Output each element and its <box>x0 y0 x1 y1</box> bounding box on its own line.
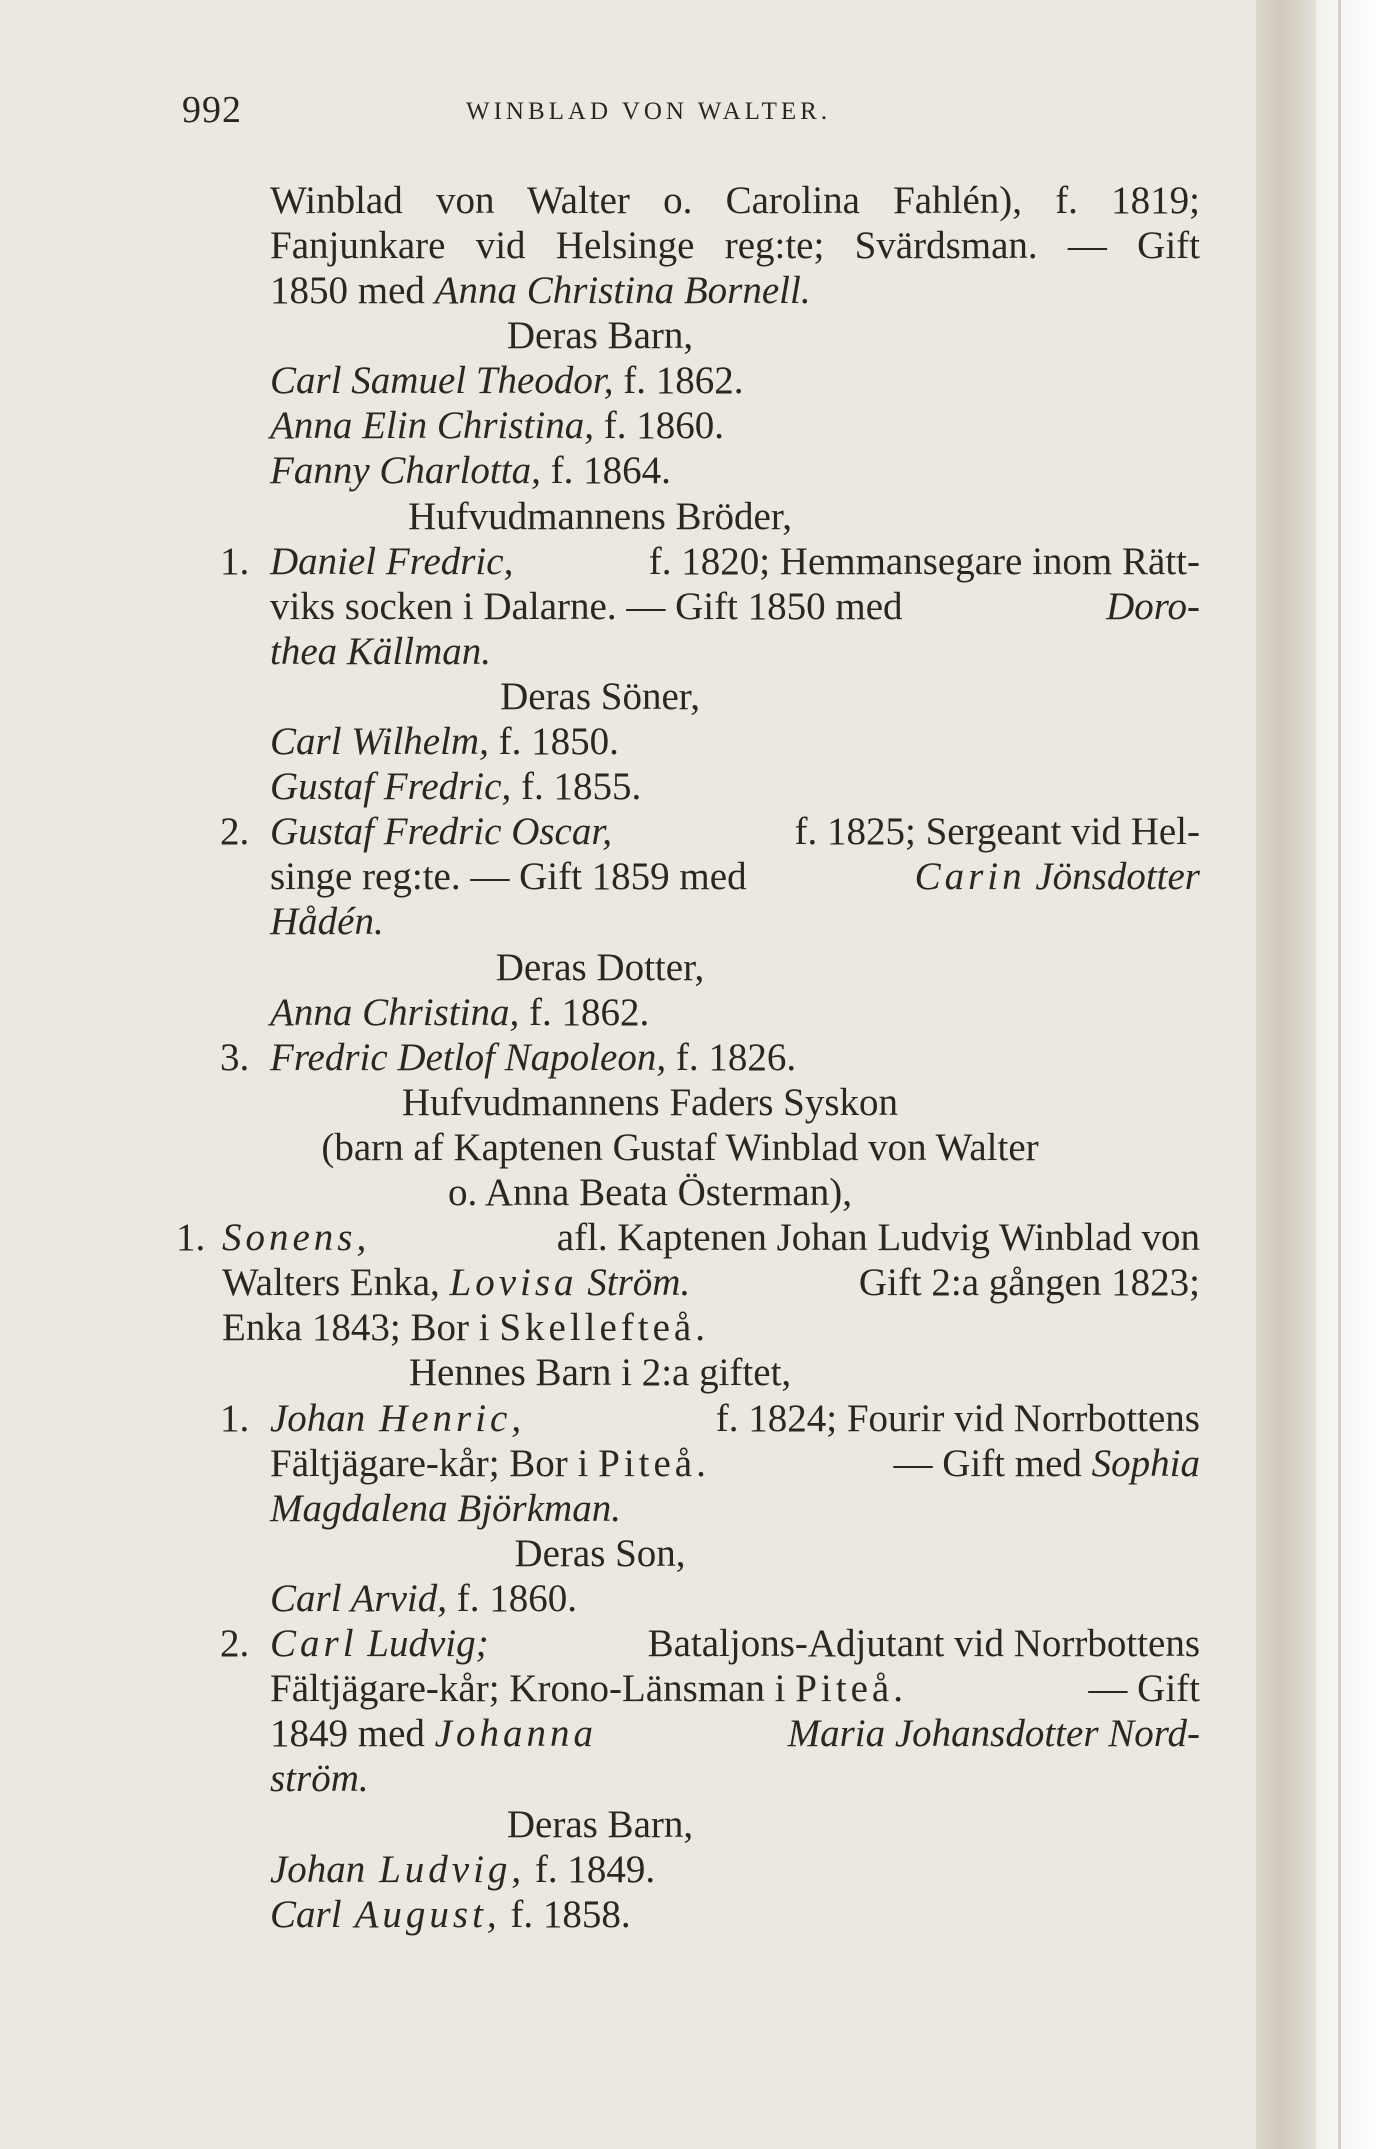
text-line: Fältjägare-kår; Bor i Piteå. — Gift med Sophia <box>270 1442 1200 1485</box>
text-line: Fältjägare-kår; Krono-Länsman i Piteå. — Gift <box>270 1667 1200 1710</box>
entry-number: 1. <box>176 1216 206 1259</box>
entry-number: 2. <box>220 810 250 853</box>
text-line: 1849 med Johanna Maria Johansdotter Nord- <box>270 1712 1200 1755</box>
entry-number: 2. <box>220 1622 250 1665</box>
section-heading: Deras Dotter, <box>495 946 705 989</box>
entry-number: 1. <box>220 1397 250 1440</box>
text-line: Winblad von Walter o. Carolina Fahlén), f. 1819; <box>270 179 1200 222</box>
child-entry: Carl Wilhelm, f. 1850. <box>270 720 619 763</box>
text-line: Daniel Fredric, f. 1820; Hemmansegare inom Rätt- <box>270 540 1200 583</box>
text-line: Sonens, afl. Kaptenen Johan Ludvig Winblad von <box>222 1216 1200 1259</box>
section-heading: Hufvudmannens Bröder, <box>407 495 793 538</box>
page-header <box>182 88 1202 138</box>
text-line: singe reg:te. — Gift 1859 med Carin Jönsdotter <box>270 855 1200 898</box>
text-line: Fredric Detlof Napoleon, f. 1826. <box>270 1036 797 1079</box>
section-heading: (barn af Kaptenen Gustaf Winblad von Walter <box>321 1126 1039 1169</box>
child-entry: Carl Samuel Theodor, f. 1862. <box>270 359 744 402</box>
section-heading: Deras Barn, <box>506 1803 694 1846</box>
text-line: Johan Henric, f. 1824; Fourir vid Norrbottens <box>270 1397 1200 1440</box>
page-edge <box>1316 0 1377 2149</box>
child-entry: Carl August, f. 1858. <box>270 1893 631 1936</box>
child-entry: Fanny Charlotta, f. 1864. <box>270 449 671 492</box>
entry-number: 1. <box>220 540 250 583</box>
text-line: Fanjunkare vid Helsinge reg:te; Svärdsman. — Gift <box>270 224 1200 267</box>
text-line: 1850 med Anna Christina Bornell. <box>270 269 811 312</box>
text-line: viks socken i Dalarne. — Gift 1850 med Doro- <box>270 585 1200 628</box>
child-entry: Johan Ludvig, f. 1849. <box>270 1848 656 1891</box>
page-edge-line <box>1338 0 1341 2149</box>
section-heading: Deras Söner, <box>500 675 700 718</box>
text-line: thea Källman. <box>270 630 491 673</box>
text-line: ström. <box>270 1757 369 1800</box>
text-line: Gustaf Fredric Oscar, f. 1825; Sergeant vid Hel- <box>270 810 1200 853</box>
child-entry: Carl Arvid, f. 1860. <box>270 1577 577 1620</box>
text-line: Magdalena Björkman. <box>270 1487 621 1530</box>
text-line: Walters Enka, Lovisa Ström. Gift 2:a gången 1823; <box>222 1261 1200 1304</box>
section-heading: Hennes Barn i 2:a giftet, <box>408 1351 792 1394</box>
section-heading: Deras Barn, <box>506 314 694 357</box>
section-heading: Hufvudmannens Faders Syskon <box>401 1081 899 1124</box>
entry-number: 3. <box>220 1036 250 1079</box>
section-heading: Deras Son, <box>514 1532 686 1575</box>
child-entry: Gustaf Fredric, f. 1855. <box>270 765 642 808</box>
page-gutter <box>1256 0 1316 2149</box>
text-line: Carl Ludvig; Bataljons-Adjutant vid Norrbottens <box>270 1622 1200 1665</box>
page-number: 992 <box>182 89 242 131</box>
child-entry: Anna Christina, f. 1862. <box>270 991 650 1034</box>
running-head: WINBLAD VON WALTER. <box>466 98 832 125</box>
text-line: Enka 1843; Bor i Skellefteå. <box>222 1306 709 1349</box>
text-line: Hådén. <box>270 900 384 943</box>
section-heading: o. Anna Beata Österman), <box>448 1171 852 1214</box>
child-entry: Anna Elin Christina, f. 1860. <box>270 404 724 447</box>
